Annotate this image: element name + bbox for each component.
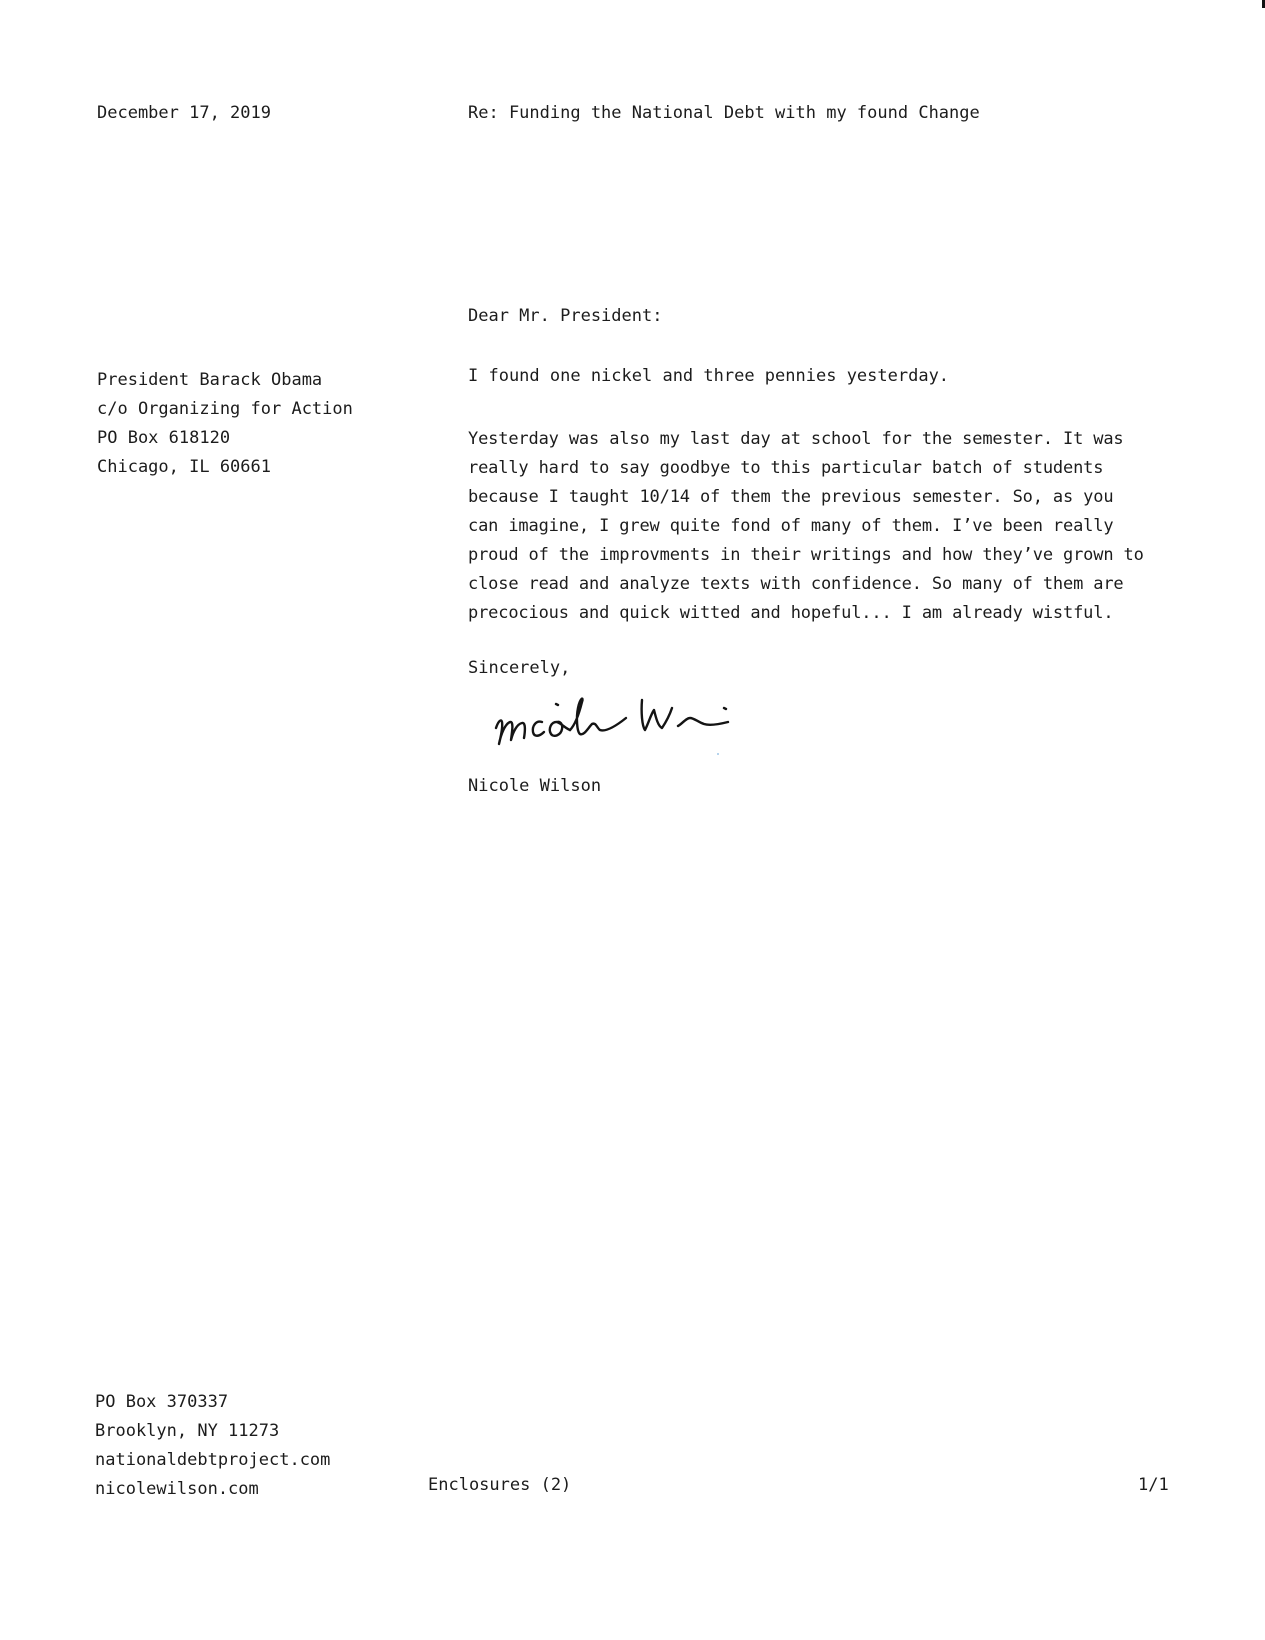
closing: Sincerely, (468, 658, 571, 678)
letter-subject: Re: Funding the National Debt with my found Change (468, 103, 980, 123)
recipient-city-state-zip: Chicago, IL 60661 (97, 457, 271, 477)
body-line: can imagine, I grew quite fond of many of them. I’ve been really (468, 516, 1114, 536)
page-number: 1/1 (1138, 1475, 1169, 1495)
sender-address (95, 1388, 330, 1504)
salutation: Dear Mr. President: (468, 306, 663, 326)
body-line: precocious and quick witted and hopeful... I am already wistful. (468, 603, 1114, 623)
recipient-care-of: c/o Organizing for Action (97, 399, 353, 419)
handwritten-signature (492, 688, 762, 758)
sender-website-personal: nicolewilson.com (95, 1479, 259, 1499)
sender-city-state-zip: Brooklyn, NY 11273 (95, 1421, 280, 1441)
sender-po-box: PO Box 370337 (95, 1392, 229, 1412)
recipient-name: President Barack Obama (97, 370, 323, 390)
enclosures-note: Enclosures (2) (428, 1475, 572, 1495)
recipient-address (97, 366, 353, 482)
recipient-po-box: PO Box 618120 (97, 428, 231, 448)
sender-website-project: nationaldebtproject.com (95, 1450, 331, 1470)
body-line: because I taught 10/14 of them the previous semester. So, as you (468, 487, 1114, 507)
body-line: really hard to say goodbye to this particular batch of students (468, 458, 1104, 478)
body-paragraph-2 (468, 425, 1144, 628)
letter-date: December 17, 2019 (97, 103, 271, 123)
body-line: Yesterday was also my last day at school for the semester. It was (468, 429, 1124, 449)
body-paragraph-1: I found one nickel and three pennies yesterday. (468, 366, 950, 386)
body-line: close read and analyze texts with confidence. So many of them are (468, 574, 1124, 594)
signer-name: Nicole Wilson (468, 776, 602, 796)
body-line: proud of the improvments in their writings and how they’ve grown to (468, 545, 1144, 565)
